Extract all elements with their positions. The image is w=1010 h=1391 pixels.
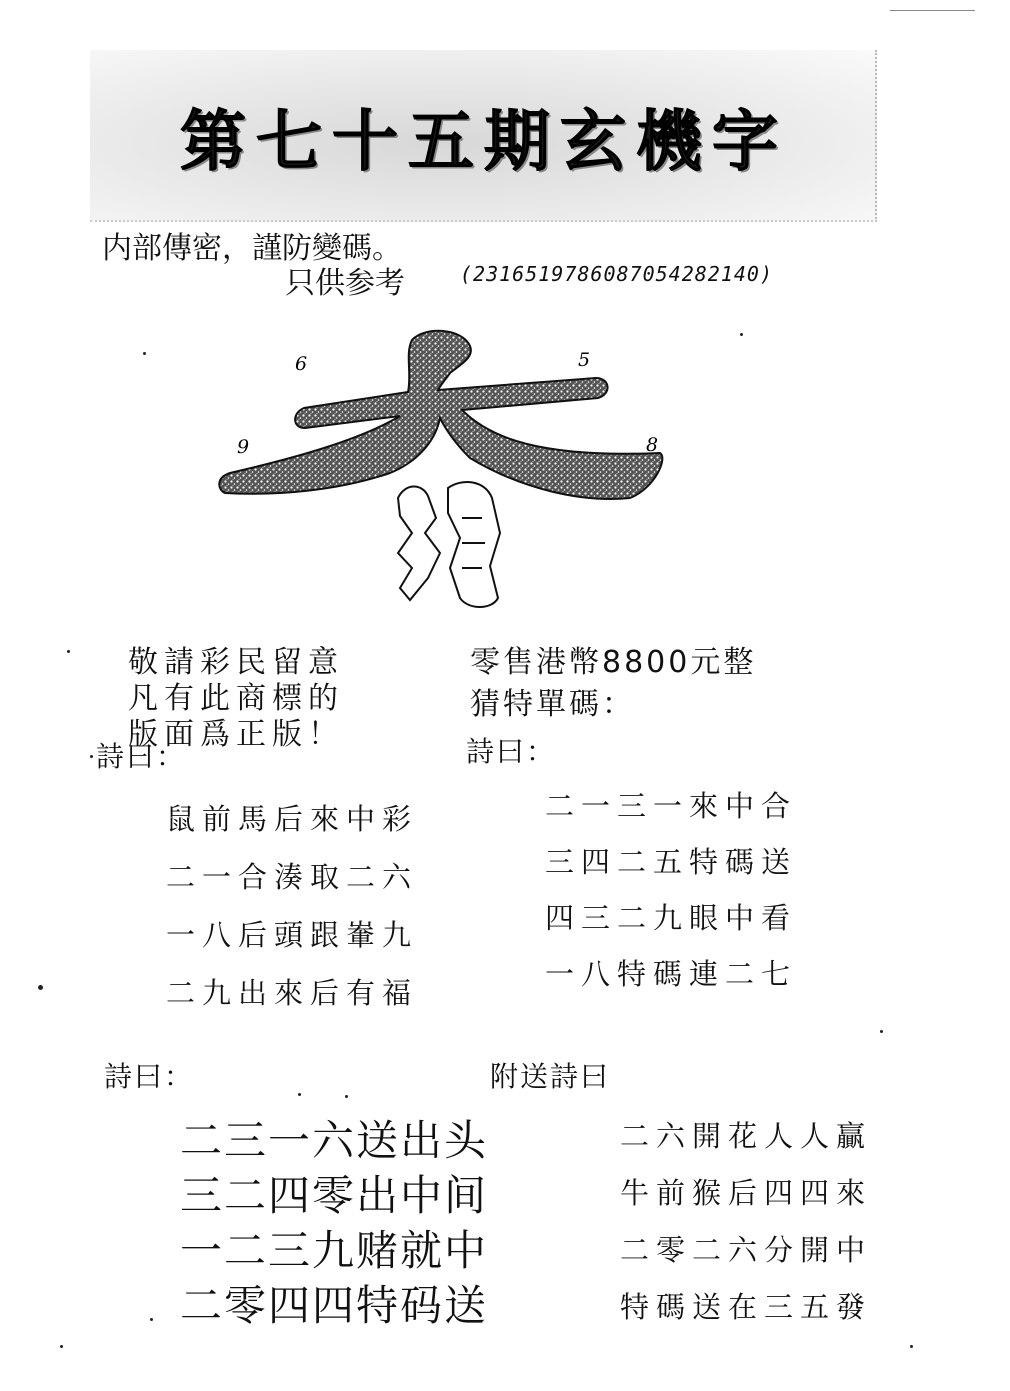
logo-main-character: [219, 331, 662, 499]
poem3-line: 二零四四特码送: [180, 1281, 489, 1330]
poem1-line: 二九出來后有福: [166, 976, 419, 1010]
left-notice-line: 敬請彩民留意: [128, 645, 344, 680]
poem4-label: 附送詩曰: [490, 1060, 611, 1093]
scan-speck: [880, 1030, 883, 1033]
poem3-line: 三二四零出中间: [180, 1171, 489, 1220]
scan-speck: [345, 1095, 348, 1098]
poem2-line: 四三二九眼中看: [545, 901, 798, 935]
right-notice: [470, 642, 756, 726]
poem1-line: 鼠前馬后來中彩: [166, 802, 419, 836]
poem2-line: 一八特碼連二七: [545, 957, 798, 991]
page-title: 第七十五期玄機字: [180, 102, 788, 180]
scan-speck: [67, 650, 70, 653]
poem4-line: 特碼送在三五發: [620, 1290, 873, 1324]
single-number-label: 猜特單碼：: [470, 687, 635, 722]
scan-speck: [60, 1345, 63, 1348]
poem1: [166, 790, 418, 1022]
poem3-line: 一二三九赌就中: [180, 1226, 489, 1275]
brand-logo: [200, 318, 680, 618]
scan-speck: [90, 755, 93, 758]
logo-number-8: 8: [646, 434, 659, 456]
poem2: [545, 778, 797, 1002]
scan-speck: [143, 352, 146, 355]
retail-price: 零售港幣8800元整: [470, 645, 757, 680]
poem1-line: 一八后頭跟輋九: [166, 918, 419, 952]
reference-code: (2316519786087054282140): [460, 262, 773, 286]
logo-number-9: 9: [237, 436, 250, 458]
poem1-label: 詩曰：: [96, 740, 187, 773]
poem4: [620, 1108, 872, 1336]
poem4-line: 牛前猴后四四來: [620, 1176, 873, 1210]
scan-speck: [150, 1318, 153, 1321]
poem3-line: 二三一六送出头: [180, 1116, 489, 1165]
poem2-line: 三四二五特碼送: [545, 845, 798, 879]
scan-line: [890, 10, 975, 11]
scan-speck: [740, 333, 743, 336]
scan-speck: [38, 985, 43, 990]
poem1-line: 二一合湊取二六: [166, 860, 419, 894]
left-notice-line: 版面爲正版！: [128, 717, 344, 752]
poem2-label: 詩曰：: [466, 735, 557, 768]
scan-speck: [298, 1093, 301, 1096]
poem4-line: 二零二六分開中: [620, 1233, 873, 1267]
logo-number-5: 5: [578, 349, 591, 371]
poem3-label: 詩曰：: [104, 1060, 195, 1093]
poem4-line: 二六開花人人贏: [620, 1119, 873, 1153]
poem3: [180, 1113, 488, 1333]
poem2-line: 二一三一來中合: [545, 789, 798, 823]
reference-only-notice: 只供参考: [285, 266, 405, 301]
scan-speck: [910, 1345, 913, 1348]
confidential-notice: 内部傳密，謹防變碼。: [102, 231, 402, 266]
logo-number-6: 6: [295, 353, 308, 375]
left-notice-line: 凡有此商標的: [128, 681, 344, 716]
logo-sub-character: [398, 482, 500, 607]
